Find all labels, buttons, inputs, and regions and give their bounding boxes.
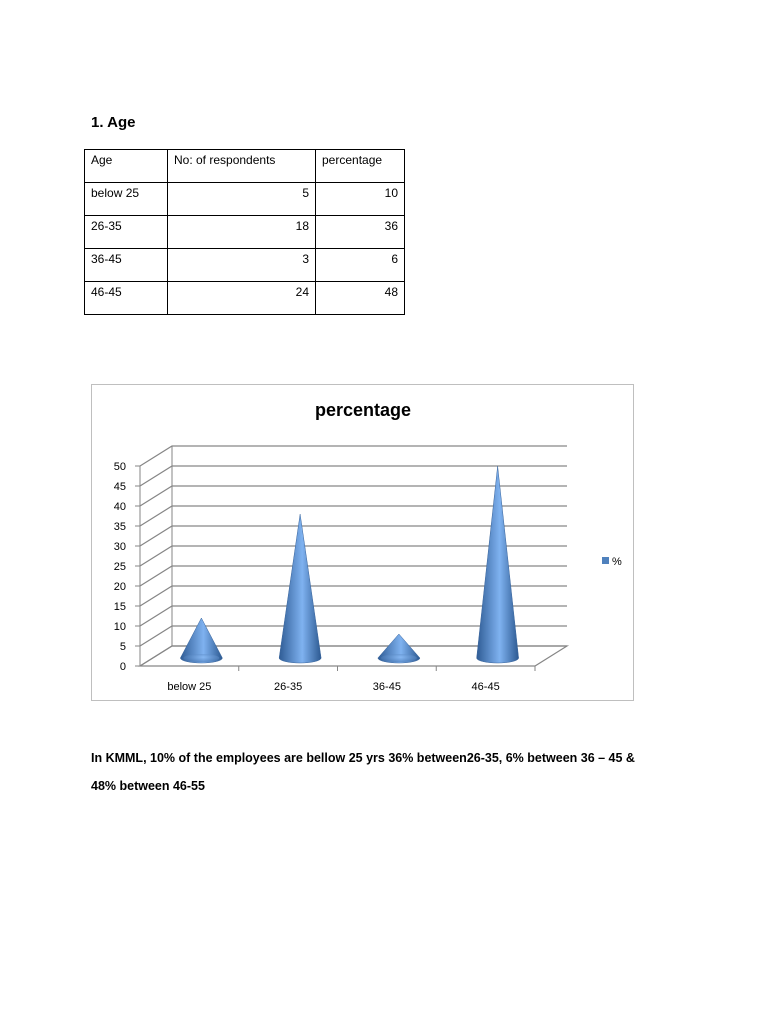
cell-percentage: 10	[316, 183, 405, 216]
summary-line: In KMML, 10% of the employees are bellow 25 yrs 36% between26-35, 6% between 36 – 45 &	[91, 751, 635, 765]
table-row	[85, 249, 405, 282]
cell-age: 36-45	[85, 249, 168, 282]
y-tick-label: 40	[113, 501, 126, 513]
chart-frame	[91, 384, 634, 701]
header-respondents: No: of respondents	[168, 150, 316, 183]
summary-line: 48% between 46-55	[91, 779, 205, 793]
gridline	[140, 486, 567, 506]
header-percentage: percentage	[316, 150, 405, 183]
table-row	[85, 216, 405, 249]
cone-bar	[180, 618, 222, 663]
table-header-row	[85, 150, 405, 183]
cell-respondents: 5	[168, 183, 316, 216]
cone-body	[477, 466, 519, 663]
cone-bar	[378, 634, 420, 663]
x-tick-label: below 25	[167, 681, 212, 693]
age-table	[84, 149, 405, 315]
gridline	[140, 466, 567, 486]
y-tick-label: 20	[113, 581, 126, 593]
cell-percentage: 48	[316, 282, 405, 315]
cell-percentage: 36	[316, 216, 405, 249]
x-tick-label: 26-35	[274, 681, 303, 693]
cone-body	[279, 514, 321, 663]
x-tick-label: 36-45	[372, 681, 401, 693]
legend-swatch	[602, 557, 609, 564]
header-age: Age	[85, 150, 168, 183]
y-tick-label: 0	[119, 661, 126, 673]
cone-base-highlight	[183, 654, 219, 662]
cell-percentage: 6	[316, 249, 405, 282]
cell-age: 46-45	[85, 282, 168, 315]
cone-base-highlight	[381, 654, 417, 662]
cone-bar	[279, 514, 321, 663]
cell-respondents: 24	[168, 282, 316, 315]
summary-text	[91, 744, 701, 800]
y-tick-label: 10	[113, 621, 126, 633]
table-row	[85, 183, 405, 216]
chart-title: percentage	[314, 400, 412, 420]
y-tick-label: 25	[113, 561, 126, 573]
cell-age: below 25	[85, 183, 168, 216]
x-tick-label: 46-45	[471, 681, 500, 693]
y-tick-label: 45	[113, 481, 126, 493]
y-tick-label: 30	[113, 541, 126, 553]
cone-chart	[92, 385, 633, 700]
legend-label: %	[612, 556, 622, 568]
gridline	[140, 446, 567, 466]
table-row	[85, 282, 405, 315]
cell-age: 26-35	[85, 216, 168, 249]
y-tick-label: 15	[113, 601, 126, 613]
cell-respondents: 3	[168, 249, 316, 282]
y-tick-label: 50	[113, 461, 126, 473]
cone-bar	[477, 466, 519, 663]
y-tick-label: 5	[119, 641, 126, 653]
cell-respondents: 18	[168, 216, 316, 249]
y-tick-label: 35	[113, 521, 126, 533]
section-heading: 1. Age	[91, 114, 136, 131]
